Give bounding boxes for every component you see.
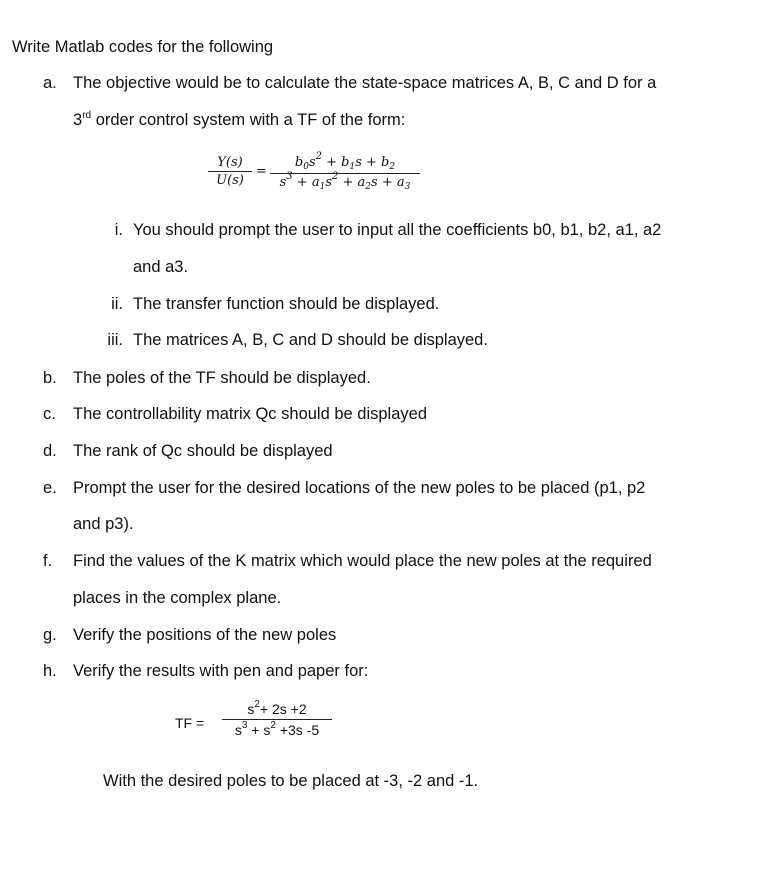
item-i-marker: i. [114, 221, 123, 239]
item-b-text: The poles of the TF should be displayed. [73, 369, 371, 387]
item-iii-text: The matrices A, B, C and D should be displayed. [133, 331, 488, 349]
item-a-line2-text: order control system with a TF of the form: [95, 111, 406, 129]
tf-general-equals: = [256, 164, 267, 179]
item-d-text: The rank of Qc should be displayed [73, 442, 333, 460]
item-i-line2: and a3. [133, 258, 189, 276]
tf-lhs-numerator: Y(s) [217, 155, 243, 170]
tf-general-lhs [208, 155, 252, 188]
item-h-text: Verify the results with pen and paper for: [73, 662, 369, 680]
tf-general-rhs [270, 151, 420, 192]
item-c-marker: c. [43, 405, 56, 423]
item-e-line2: and p3). [73, 515, 134, 533]
item-f-line1: Find the values of the K matrix which would place the new poles at the required [73, 552, 652, 570]
item-g-marker: g. [43, 626, 57, 644]
item-ii-text: The transfer function should be displayed. [133, 295, 440, 313]
item-b-marker: b. [43, 369, 57, 387]
closing-line: With the desired poles to be placed at -3, -2 and -1. [103, 772, 479, 790]
item-e-line1: Prompt the user for the desired locations of the new poles to be placed (p1, p2 [73, 479, 646, 497]
order-number: 3 [73, 111, 83, 129]
tf-lhs-denominator: U(s) [216, 173, 244, 188]
tf-example-fraction [222, 700, 332, 739]
tf-example-fraction-bar [222, 719, 332, 720]
item-iii-marker: iii. [107, 331, 123, 349]
item-g-text: Verify the positions of the new poles [73, 626, 337, 644]
tf-lhs-fraction-bar [208, 171, 252, 172]
item-f-line2: places in the complex plane. [73, 589, 282, 607]
item-a-marker: a. [43, 74, 57, 92]
tf-example-numerator: $s^2+ 2s +2$ [247, 699, 307, 717]
item-f-marker: f. [43, 552, 53, 570]
tf-rhs-denominator: $s^3 + a_1s^2 + a_2s + a_3$ [279, 171, 411, 192]
tf-example-label: TF = [175, 715, 205, 731]
item-e-marker: e. [43, 479, 57, 497]
item-d-marker: d. [43, 442, 57, 460]
item-h-marker: h. [43, 662, 57, 680]
item-i-line1: You should prompt the user to input all the coefficients b0, b1, b2, a1, a2 [133, 221, 662, 239]
order-suffix: rd [82, 110, 92, 121]
item-ii-marker: ii. [111, 295, 123, 313]
tf-example-denominator: $s^3 + s^2 +3s$ -5 [234, 720, 320, 738]
item-c-text: The controllability matrix Qc should be displayed [73, 405, 428, 423]
item-a-line1: The objective would be to calculate the state-space matrices A, B, C and D for a [73, 74, 657, 92]
tf-rhs-numerator: $b_0s^2 + b_1s + b_2$ [294, 151, 396, 172]
item-a-line2 [73, 110, 405, 130]
heading: Write Matlab codes for the following [12, 38, 274, 56]
